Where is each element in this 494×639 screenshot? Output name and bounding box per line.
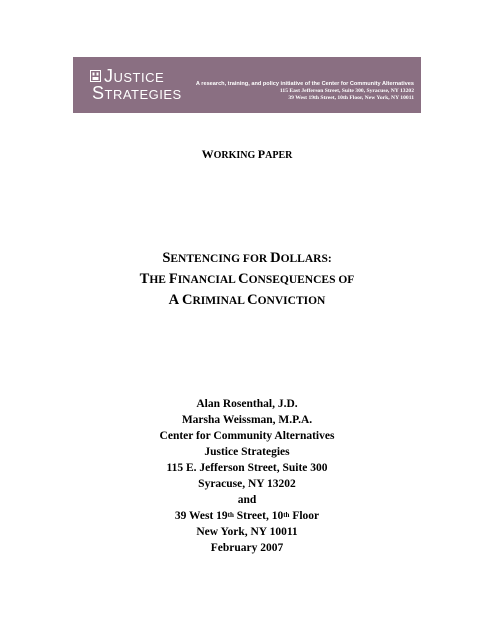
banner-address-newyork: 39 West 19th Street, 10th Floor, New York, NY 10011 xyxy=(288,95,414,101)
city-address: Syracuse, NY 13202 xyxy=(198,478,296,490)
city-address-2: New York, NY 10011 xyxy=(196,526,298,538)
building-logo-icon xyxy=(90,70,101,82)
working-paper-label: WORKING PAPER xyxy=(201,147,293,161)
and-separator: and xyxy=(237,494,257,506)
author-name-2: Marsha Weissman, M.P.A. xyxy=(181,414,313,426)
banner-address-syracuse: 115 East Jefferson Street, Suite 300, Syracuse, NY 13202 xyxy=(279,88,414,94)
title-line-1: SENTENCING FOR DOLLARS: xyxy=(162,250,332,266)
logo-word-justice: JUSTICE xyxy=(104,66,165,86)
title-line-2: THE FINANCIAL CONSEQUENCES OF xyxy=(139,271,355,287)
organization-2: Justice Strategies xyxy=(204,446,290,458)
street-address-2: 39 West 19th Street, 10th Floor xyxy=(174,510,320,522)
publication-date: February 2007 xyxy=(210,542,284,554)
author-block xyxy=(0,396,494,540)
title-line-3: A CRIMINAL CONVICTION xyxy=(168,292,326,308)
author-name-1: Alan Rosenthal, J.D. xyxy=(196,398,298,410)
document-title xyxy=(0,248,494,311)
logo-word-strategies: STRATEGIES xyxy=(92,83,182,103)
banner-contact-info xyxy=(196,81,414,102)
banner-tagline: A research, training, and policy initiative of the Center for Community Alternatives xyxy=(195,81,414,87)
justice-strategies-logo xyxy=(90,66,190,105)
street-address: 115 E. Jefferson Street, Suite 300 xyxy=(166,462,328,474)
organization-1: Center for Community Alternatives xyxy=(159,430,335,442)
header-banner xyxy=(73,57,421,113)
